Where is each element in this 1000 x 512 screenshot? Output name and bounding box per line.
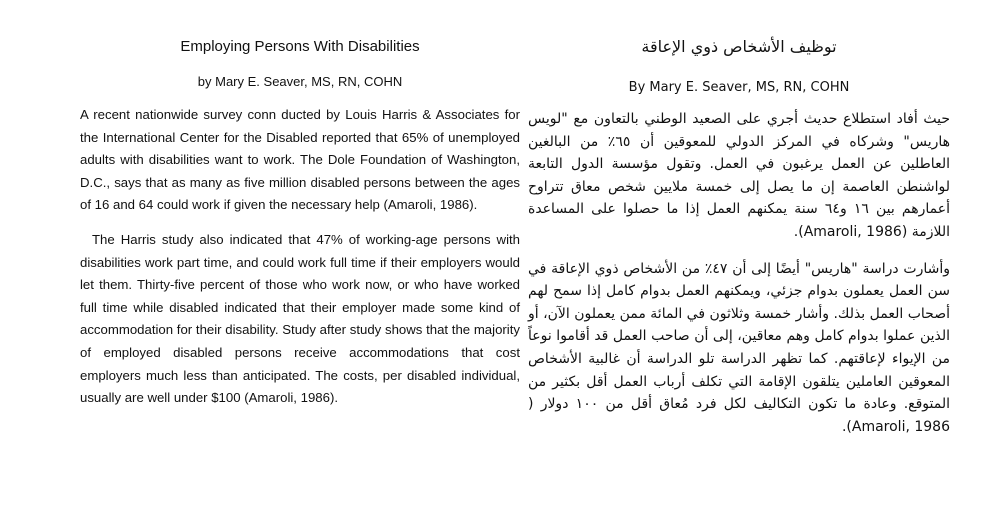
english-byline: by Mary E. Seaver, MS, RN, COHN <box>197 74 403 89</box>
english-paragraph-1: A recent nationwide survey conn ducted by Louis Harris & Associates for the International Center for the Disabled reported that 65% of unemployed adults with disabilities want to work. The Dole Foundation of Washington, D.C., says that as many as five million disabled persons between the ages of 16 and 64 could work if given the necessary help (Amaroli, 1986). <box>80 107 520 213</box>
arabic-byline: By Mary E. Seaver, MS, RN, COHN <box>628 80 850 95</box>
arabic-paragraph-2: وأشارت دراسة "هاريس" أيضًا إلى أن ٤٧٪ من الأشخاص ذوي الإعاقة في سن العمل يعملون بدوام جزئي، ويمكنهم العمل بدوام كامل إذا سمح لهم أصحاب العمل بذلك. وأشار خمسة وثلاثون في المائة ممن يعملون الآن، أو الذين عملوا بدوام كامل وهم معاقين، إلى أن صاحب العمل قد أقاموا نوعاً من الإيواء لإعاقتهم. كما تظهر الدراسة تلو الدراسة أن غالبية الأشخاص المعوقين العاملين يتلقون الإقامة التي تكلف أرباب العمل أقل بكثير من المتوقع. وعادة ما تكون التكاليف لكل فرد مُعاق أقل من ١٠٠ دولار ( Amaroli, 1986). <box>528 260 951 435</box>
arabic-title: توظيف الأشخاص ذوي الإعاقة <box>641 37 837 56</box>
english-title: Employing Persons With Disabilities <box>180 38 420 55</box>
arabic-article <box>528 36 950 438</box>
arabic-paragraph-1: حيث أفاد استطلاع حديث أجري على الصعيد الوطني بالتعاون مع "لويس هاريس" وشركاه في المركز الدولي للمعوقين أن ٦٥٪ من البالغين العاطلين عن العمل يرغبون في العمل. وتقول مؤسسة الدول التابعة لواشنطن العاصمة إن ما يصل إلى خمسة ملايين شخص معاق تتراوح أعمارهم بين ١٦ و٦٤ سنة يمكنهم العمل إذا ما حصلوا على المساعدة اللازمة (Amaroli, 1986). <box>528 111 950 240</box>
english-paragraph-2: The Harris study also indicated that 47% of working-age persons with disabilities work part time, and could work full time if their employers would let them. Thirty-five percent of those who work now, or who have worked full time while disabled indicated that their employer made some kind of accommodation for their disability. Study after study shows that the majority of employed disabled persons receive accommodations that cost employers much less than anticipated. The costs, per disabled individual, usually are well under $100 (Amaroli, 1986). <box>80 231 520 406</box>
english-article <box>80 36 520 410</box>
